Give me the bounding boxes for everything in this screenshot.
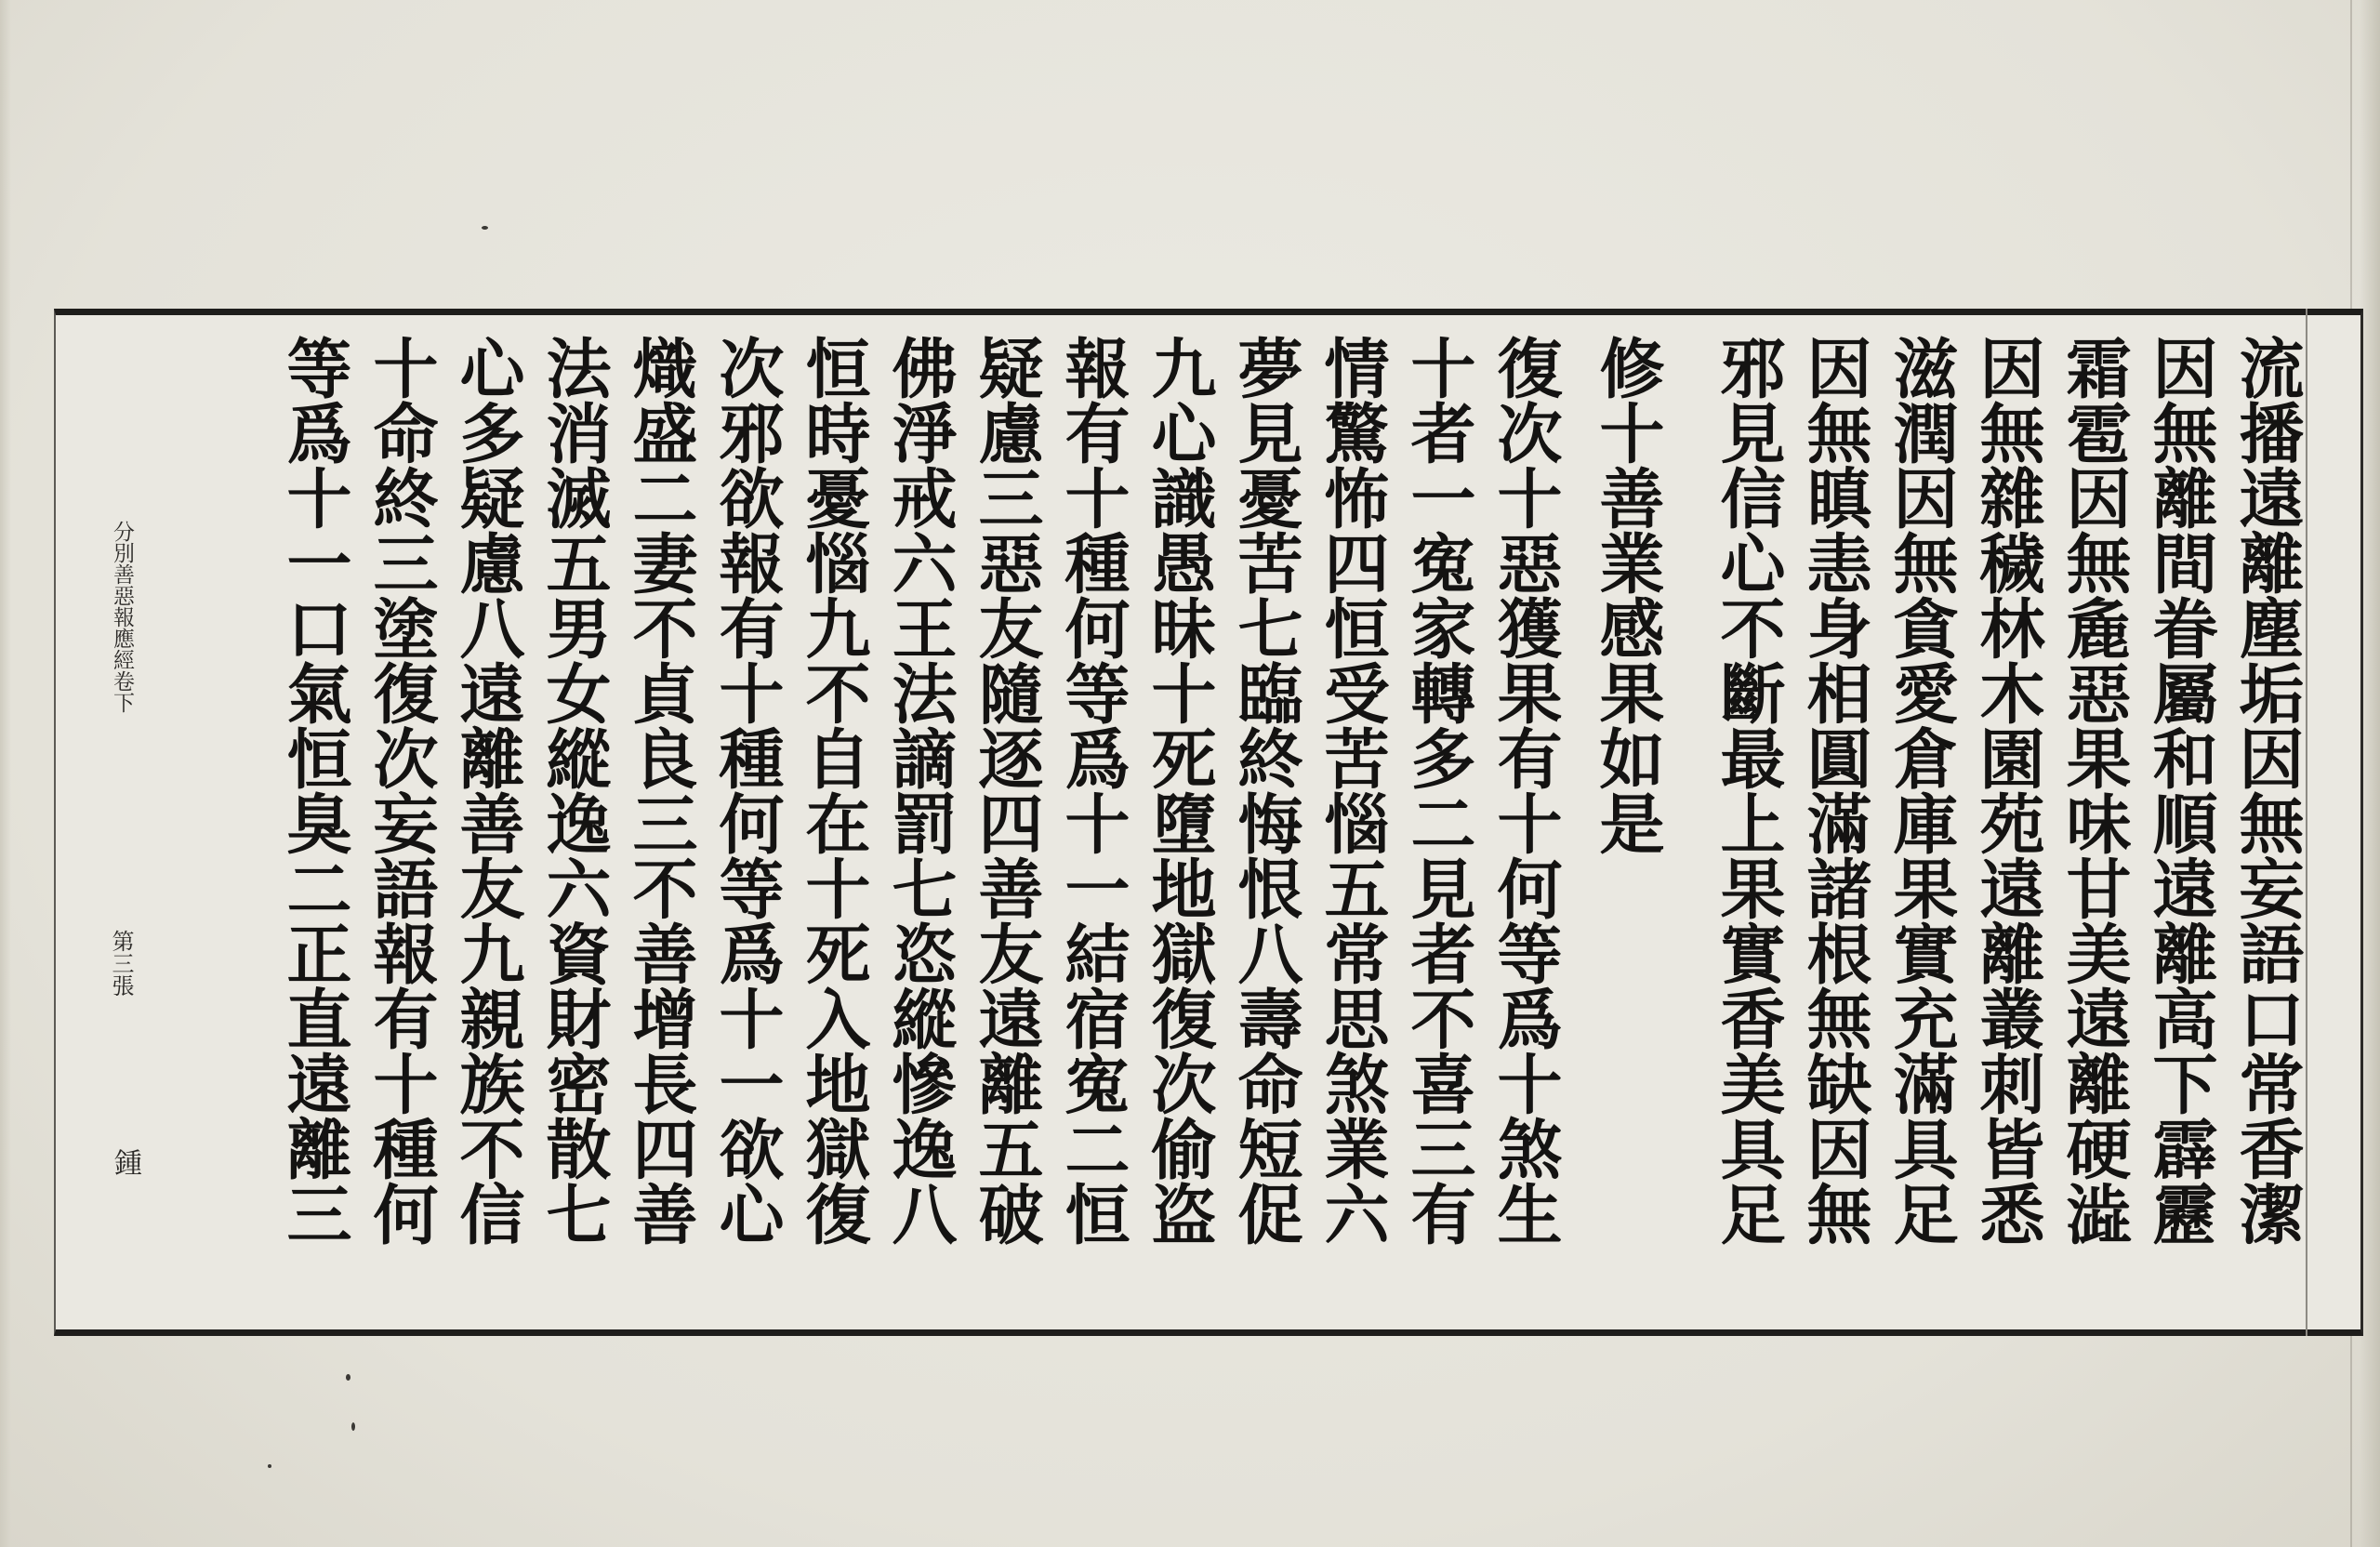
- text-column: 修十善業感果如是: [1589, 335, 1666, 855]
- text-column: 心多疑慮八遠離善友九親族不信: [449, 335, 526, 1246]
- text-column: 霜雹因無麁惡果味甘美遠離硬澁: [2056, 335, 2133, 1246]
- text-column: 流播遠離塵垢因無妄語口常香潔: [2228, 335, 2306, 1246]
- text-column: 熾盛二妻不貞良三不善增長四善: [622, 335, 699, 1246]
- text-column: 十者一寃家轉多二見者不喜三有: [1400, 335, 1477, 1246]
- text-column: 報有十種何等爲十一結宿寃二恒: [1054, 335, 1131, 1246]
- text-column: 恒時憂惱九不自在十死入地獄復: [795, 335, 872, 1246]
- margin-carver-name: 鍾: [109, 1148, 141, 1176]
- text-column: 夢見憂苦七臨終悔恨八壽命短促: [1227, 335, 1304, 1246]
- ink-speck: [268, 1464, 271, 1468]
- text-column: 邪見信心不斷最上果實香美具足: [1710, 335, 1787, 1246]
- text-column: 佛淨戒六王法謫罰七恣縱慘逸八: [881, 335, 959, 1246]
- text-column: 疑慮三惡友隨逐四善友遠離五破: [968, 335, 1045, 1246]
- text-column: 因無雜穢林木園苑遠離叢刺皆悉: [1969, 335, 2046, 1246]
- text-column: 次邪欲報有十種何等爲十一欲心: [708, 335, 786, 1246]
- ink-speck: [346, 1374, 350, 1381]
- page-edge-left: [0, 0, 11, 1547]
- text-column: 因無離間眷屬和順遠離高下霹靂: [2142, 335, 2219, 1246]
- text-column: 因無瞋恚身相圓滿諸根無缺因無: [1796, 335, 1873, 1246]
- ink-speck: [351, 1422, 355, 1431]
- margin-sutra-title: 分別善惡報應經卷下: [110, 521, 134, 713]
- text-column: 九心識愚昧十死墮地獄復次偷盗: [1141, 335, 1218, 1246]
- text-column: 等爲十一口氣恒臭二正直遠離三: [276, 335, 353, 1246]
- text-column: 法消滅五男女縱逸六資財密散七: [536, 335, 613, 1246]
- margin-page-number: 第三張: [108, 930, 134, 997]
- ink-speck: [482, 226, 488, 230]
- block-inner-rule: [2306, 309, 2307, 1336]
- text-column: 滋潤因無貪愛倉庫果實充滿具足: [1883, 335, 1960, 1246]
- text-column: 十命終三塗復次妄語報有十種何: [363, 335, 440, 1246]
- text-column: 情驚怖四恒受苦惱五常思煞業六: [1314, 335, 1391, 1246]
- text-column: 復次十惡獲果有十何等爲十煞生: [1487, 335, 1564, 1246]
